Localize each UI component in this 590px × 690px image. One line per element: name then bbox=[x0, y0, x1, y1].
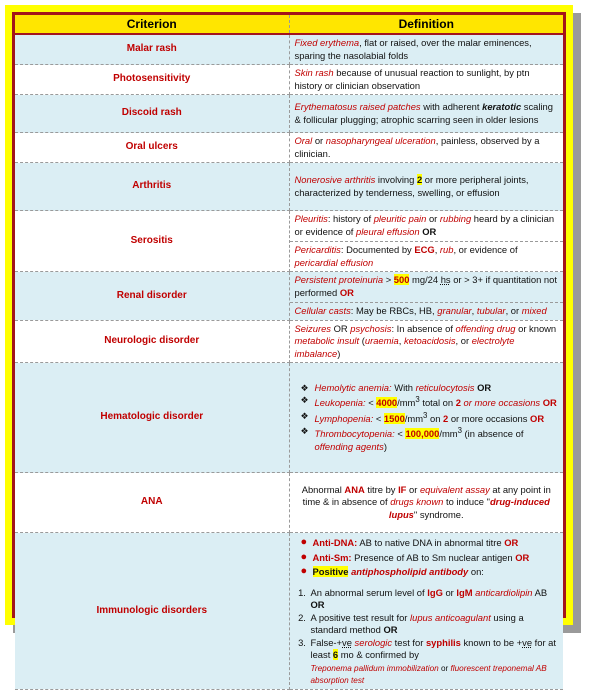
text: , bbox=[398, 335, 404, 346]
text: : Documented by bbox=[340, 244, 415, 255]
text: A positive test result for bbox=[310, 611, 411, 623]
term: rub bbox=[439, 244, 454, 255]
value: 6 bbox=[332, 649, 339, 660]
text: OR bbox=[339, 286, 354, 298]
text: or more occasions bbox=[448, 412, 531, 424]
criterion-header: Criterion bbox=[15, 15, 289, 34]
value: 2 bbox=[443, 412, 449, 424]
text: : In absence of bbox=[391, 322, 456, 334]
criterion-immunologic-disorders: Immunologic disorders bbox=[15, 533, 289, 690]
text: ( bbox=[359, 335, 365, 346]
table-row bbox=[15, 163, 563, 211]
term: anticardiolipin bbox=[475, 586, 533, 598]
text: or known bbox=[515, 322, 557, 334]
list-item bbox=[300, 536, 559, 550]
term: IgG bbox=[427, 586, 443, 598]
definition-immunologic-disorders bbox=[289, 533, 563, 690]
term: drug-induced lupus bbox=[388, 496, 550, 520]
text: , bbox=[471, 305, 477, 316]
term: fluorescent treponemal AB absorption test bbox=[310, 663, 547, 685]
text: hs bbox=[440, 274, 451, 285]
list-item bbox=[309, 587, 559, 612]
table-row bbox=[15, 34, 563, 65]
text: or more peripheral joints, characterized by tenderness, swelling, or effusion bbox=[294, 174, 529, 198]
list-item bbox=[300, 425, 559, 453]
table-row bbox=[15, 95, 563, 133]
list-item bbox=[309, 637, 559, 687]
criterion-malar-rash: Malar rash bbox=[15, 34, 289, 65]
text: or bbox=[312, 135, 326, 146]
text: < bbox=[394, 428, 406, 440]
list-item bbox=[300, 394, 559, 410]
term: electrolyte imbalance bbox=[294, 335, 515, 359]
text: or bbox=[438, 663, 451, 673]
value: 500 bbox=[393, 274, 410, 285]
term: Skin rash bbox=[294, 67, 334, 78]
term: Positive bbox=[312, 566, 349, 577]
text: or bbox=[426, 213, 440, 224]
text: /mm bbox=[397, 397, 416, 409]
criterion-arthritis: Arthritis bbox=[15, 163, 289, 211]
term: offending agents bbox=[314, 440, 384, 452]
text: OR bbox=[530, 412, 545, 424]
text: (in absence of bbox=[461, 428, 524, 440]
text: , bbox=[434, 244, 440, 255]
text: AB to native DNA in abnormal titre bbox=[357, 537, 505, 548]
term: metabolic insult bbox=[294, 335, 360, 346]
term: equivalent assay bbox=[419, 483, 490, 495]
text: : history of bbox=[327, 213, 374, 224]
term: antiphospholipid antibody bbox=[351, 566, 469, 577]
diamond-bullet-icon: ❖ bbox=[300, 395, 309, 406]
text: Presence of AB to Sm nuclear antigen bbox=[351, 551, 516, 563]
term: Lymphopenia: bbox=[314, 412, 374, 424]
term: serologic bbox=[354, 636, 393, 648]
term: Oral bbox=[294, 135, 313, 146]
table-row bbox=[15, 473, 563, 533]
term: IgM bbox=[456, 586, 473, 598]
text: /mm bbox=[404, 412, 424, 424]
text: Abnormal bbox=[301, 483, 345, 495]
table-row bbox=[15, 211, 563, 272]
term: pleuritic pain bbox=[373, 213, 427, 224]
term: granular bbox=[437, 305, 472, 316]
list-item bbox=[300, 410, 559, 426]
list-item bbox=[309, 612, 559, 637]
text: test for bbox=[392, 636, 426, 648]
list-item bbox=[300, 550, 559, 565]
text: for at least bbox=[310, 636, 556, 660]
text: heard by a clinician or evidence of bbox=[294, 213, 555, 237]
text: with adherent bbox=[420, 101, 483, 112]
term: ECG bbox=[414, 244, 435, 255]
definition-oral-ulcers bbox=[289, 133, 563, 163]
term: Cellular casts bbox=[294, 305, 351, 316]
list-item bbox=[300, 381, 559, 395]
text: OR bbox=[542, 397, 557, 409]
text: AB bbox=[532, 586, 548, 598]
text: , painless, observed by a clinician. bbox=[294, 135, 540, 159]
text: or more occasions bbox=[460, 397, 543, 409]
term: keratotic bbox=[482, 101, 522, 112]
definition-header: Definition bbox=[289, 15, 563, 34]
dot-bullet-icon: ● bbox=[300, 536, 308, 548]
superscript: 3 bbox=[415, 395, 420, 405]
text: OR bbox=[310, 599, 325, 610]
value: 2 bbox=[416, 174, 423, 185]
text: using a standard method bbox=[310, 611, 524, 635]
definition-neurologic-disorder bbox=[289, 320, 563, 363]
criterion-ana: ANA bbox=[15, 473, 289, 533]
text: ve bbox=[522, 636, 533, 648]
table-header-row bbox=[15, 15, 563, 34]
term: reticulocytosis bbox=[415, 381, 475, 393]
value: 100,000 bbox=[405, 428, 440, 440]
term: ketoacidosis bbox=[403, 335, 456, 346]
term: Erythematosus raised patches bbox=[294, 101, 421, 112]
text: False-+ bbox=[310, 636, 343, 648]
diamond-bullet-icon: ❖ bbox=[300, 426, 309, 437]
text: < bbox=[373, 412, 384, 424]
text: , or bbox=[455, 335, 472, 346]
casts-line bbox=[290, 302, 564, 320]
proteinuria-line bbox=[295, 274, 559, 299]
table-row bbox=[15, 363, 563, 473]
slide-frame bbox=[5, 5, 573, 685]
table-row bbox=[15, 65, 563, 95]
definition-ana bbox=[289, 473, 563, 533]
text: ve bbox=[342, 636, 352, 648]
text: scaling & follicular plugging; atrophic scarring seen in older lesions bbox=[294, 101, 553, 125]
text: known to be + bbox=[460, 636, 523, 648]
term: drugs known bbox=[390, 496, 444, 508]
text: on bbox=[427, 412, 444, 424]
text: An abnormal serum level of bbox=[310, 586, 428, 598]
definition-photosensitivity bbox=[289, 65, 563, 95]
text: " syndrome. bbox=[413, 508, 464, 520]
criterion-serositis: Serositis bbox=[15, 211, 289, 272]
criterion-discoid-rash: Discoid rash bbox=[15, 95, 289, 133]
text: OR bbox=[419, 225, 437, 237]
definition-discoid-rash bbox=[289, 95, 563, 133]
term: Persistent proteinuria bbox=[294, 274, 384, 285]
text: on: bbox=[468, 566, 484, 577]
term: Thrombocytopenia: bbox=[314, 428, 395, 440]
text: total on bbox=[419, 397, 456, 409]
criterion-photosensitivity: Photosensitivity bbox=[15, 65, 289, 95]
text: involving bbox=[375, 174, 417, 185]
term: Anti-Sm: bbox=[312, 551, 352, 563]
text: to induce " bbox=[443, 496, 490, 508]
term: rubbing bbox=[439, 213, 472, 224]
table-row bbox=[15, 133, 563, 163]
table-row bbox=[15, 533, 563, 690]
criterion-neurologic-disorder: Neurologic disorder bbox=[15, 320, 289, 363]
dot-bullet-icon: ● bbox=[300, 565, 308, 577]
term: Treponema pallidum immobilization bbox=[310, 663, 439, 673]
definition-malar-rash bbox=[289, 34, 563, 65]
text: : May be RBCs, HB, bbox=[350, 305, 438, 316]
term: offending drug bbox=[455, 322, 516, 334]
definition-arthritis bbox=[289, 163, 563, 211]
text: OR bbox=[515, 551, 530, 563]
text: mg/24 bbox=[409, 274, 441, 285]
diamond-bullet-icon: ❖ bbox=[300, 382, 309, 393]
text: /mm bbox=[439, 428, 458, 440]
term: Pericarditis bbox=[294, 244, 341, 255]
term: Anti-DNA: bbox=[312, 537, 358, 548]
definition-serositis bbox=[289, 211, 563, 272]
text: ) bbox=[383, 440, 387, 452]
superscript: 3 bbox=[457, 426, 462, 436]
pericarditis-line bbox=[290, 241, 564, 271]
text: , or evidence of bbox=[453, 244, 518, 255]
superscript: 3 bbox=[423, 410, 428, 420]
value: 1500 bbox=[383, 412, 405, 424]
dot-bullet-icon: ● bbox=[300, 550, 308, 563]
hematologic-list bbox=[295, 382, 559, 454]
pleuritis-line bbox=[295, 213, 559, 238]
term: Seizures bbox=[294, 322, 331, 334]
table-row bbox=[15, 320, 563, 363]
criterion-oral-ulcers: Oral ulcers bbox=[15, 133, 289, 163]
immunologic-bullet-list bbox=[295, 537, 559, 579]
text: or > 3+ if quantitation not performed bbox=[294, 274, 557, 298]
term: nasopharyngeal ulceration bbox=[325, 135, 436, 146]
table-row bbox=[15, 272, 563, 321]
list-item bbox=[300, 565, 559, 579]
text: titre by bbox=[364, 483, 399, 495]
text: ) bbox=[337, 347, 341, 359]
term: psychosis bbox=[350, 322, 392, 334]
value: 2 bbox=[455, 397, 461, 409]
text: < bbox=[365, 397, 377, 409]
text: OR bbox=[504, 537, 519, 548]
criterion-renal-disorder: Renal disorder bbox=[15, 272, 289, 321]
term: Pleuritis bbox=[294, 213, 328, 224]
text: or bbox=[406, 483, 420, 495]
term: Fixed erythema bbox=[294, 37, 360, 48]
criteria-table-container bbox=[12, 12, 566, 685]
term: Hemolytic anemia: bbox=[314, 381, 392, 393]
text: or bbox=[442, 586, 457, 598]
text: OR bbox=[383, 624, 398, 635]
diamond-bullet-icon: ❖ bbox=[300, 410, 309, 421]
text: because of unusual reaction to sunlight, by ptn history or clinician observation bbox=[294, 67, 530, 91]
term: pleural effusion bbox=[356, 225, 420, 237]
term: IF bbox=[398, 483, 407, 495]
text: , or bbox=[505, 305, 522, 316]
immunologic-numbered-list bbox=[295, 587, 559, 687]
term: Leukopenia: bbox=[314, 397, 366, 409]
definition-hematologic-disorder bbox=[289, 363, 563, 473]
text: OR bbox=[330, 322, 351, 334]
sle-criteria-table bbox=[15, 15, 563, 690]
term: mixed bbox=[521, 305, 547, 316]
term: uraemia bbox=[364, 335, 399, 346]
term: lupus anticoagulant bbox=[410, 611, 491, 623]
text: With bbox=[391, 381, 416, 393]
definition-renal-disorder bbox=[289, 272, 563, 321]
text: at any point in time & in absence of bbox=[302, 483, 551, 508]
value: 4000 bbox=[376, 397, 398, 409]
text: , flat or raised, over the malar eminences, sparing the nasolabial folds bbox=[294, 37, 532, 61]
term: Nonerosive arthritis bbox=[294, 174, 376, 185]
term: ANA bbox=[344, 483, 365, 495]
term: tubular bbox=[476, 305, 506, 316]
term: pericardial effusion bbox=[294, 256, 374, 268]
term: syphilis bbox=[425, 636, 461, 648]
text: mo & confirmed by bbox=[338, 649, 419, 660]
text: > bbox=[383, 274, 394, 285]
criterion-hematologic-disorder: Hematologic disorder bbox=[15, 363, 289, 473]
text: OR bbox=[474, 381, 492, 393]
